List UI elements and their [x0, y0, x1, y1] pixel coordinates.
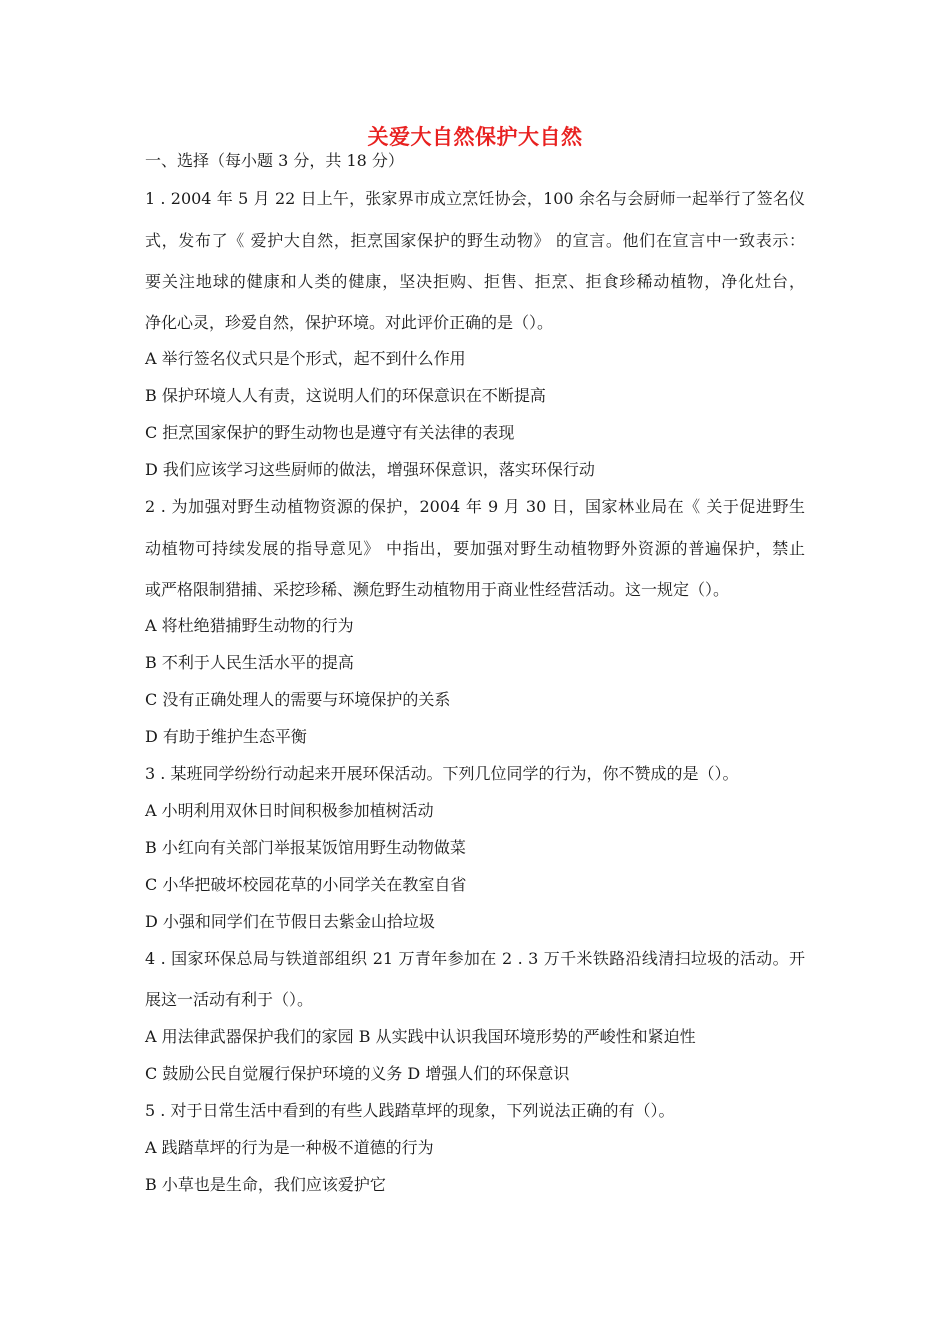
question-2-stem-line: 或严格限制猎捕、采挖珍稀、濒危野生动植物用于商业性经营活动。这一规定（）。: [145, 580, 730, 599]
question-3-stem-line: 3 . 某班同学纷纷行动起来开展环保活动。下列几位同学的行为，你不赞成的是（）。: [145, 764, 739, 783]
question-1-option-d: D 我们应该学习这些厨师的做法，增强环保意识，落实环保行动: [145, 460, 595, 479]
question-5-option-b: B 小草也是生命，我们应该爱护它: [145, 1175, 386, 1194]
question-5-stem-line: 5 . 对于日常生活中看到的有些人践踏草坪的现象，下列说法正确的有（）。: [145, 1101, 675, 1120]
question-1-stem-line: 要关注地球的健康和人类的健康，坚决拒购、拒售、拒烹、拒食珍稀动植物，净化灶台，: [145, 272, 805, 291]
question-2-option-b: B 不利于人民生活水平的提高: [145, 653, 354, 672]
question-2-option-a: A 将杜绝猎捕野生动物的行为: [145, 616, 354, 635]
question-3-option-a: A 小明利用双休日时间积极参加植树活动: [145, 801, 434, 820]
question-3-option-c: C 小华把破坏校园花草的小同学关在教室自省: [145, 875, 467, 894]
question-2-option-d: D 有助于维护生态平衡: [145, 727, 307, 746]
question-3-option-d: D 小强和同学们在节假日去紫金山拾垃圾: [145, 912, 435, 931]
question-4-options-ab: A 用法律武器保护我们的家园 B 从实践中认识我国环境形势的严峻性和紧迫性: [145, 1027, 696, 1046]
question-4-options-cd: C 鼓励公民自觉履行保护环境的义务 D 增强人们的环保意识: [145, 1064, 570, 1083]
question-4-stem-line: 4 . 国家环保总局与铁道部组织 21 万青年参加在 2 . 3 万千米铁路沿线清扫垃圾的活动。开: [145, 949, 805, 968]
question-1-option-b: B 保护环境人人有责，这说明人们的环保意识在不断提高: [145, 386, 546, 405]
question-1-stem-line: 式，发布了《 爱护大自然，拒烹国家保护的野生动物》 的宣言。他们在宣言中一致表示：: [145, 231, 805, 250]
question-4-stem-line: 展这一活动有利于（）。: [145, 990, 314, 1009]
question-2-stem-line: 动植物可持续发展的指导意见》 中指出，要加强对野生动植物野外资源的普遍保护，禁止: [145, 539, 805, 558]
section-heading: 一、选择（每小题 3 分，共 18 分）: [145, 151, 404, 170]
question-3-option-b: B 小红向有关部门举报某饭馆用野生动物做菜: [145, 838, 466, 857]
question-2-stem-line: 2 . 为加强对野生动植物资源的保护，2004 年 9 月 30 日，国家林业局在《 关于促进野生: [145, 497, 805, 516]
question-5-option-a: A 践踏草坪的行为是一种极不道德的行为: [145, 1138, 434, 1157]
question-1-stem-line: 净化心灵，珍爱自然，保护环境。对此评价正确的是（）。: [145, 313, 554, 332]
document-title: 关爱大自然保护大自然: [367, 124, 583, 149]
question-2-option-c: C 没有正确处理人的需要与环境保护的关系: [145, 690, 451, 709]
question-1-option-a: A 举行签名仪式只是个形式，起不到什么作用: [145, 349, 466, 368]
question-1-option-c: C 拒烹国家保护的野生动物也是遵守有关法律的表现: [145, 423, 515, 442]
question-1-stem-line: 1 . 2004 年 5 月 22 日上午，张家界市成立烹饪协会，100 余名与会厨师一起举行了签名仪: [145, 189, 805, 208]
